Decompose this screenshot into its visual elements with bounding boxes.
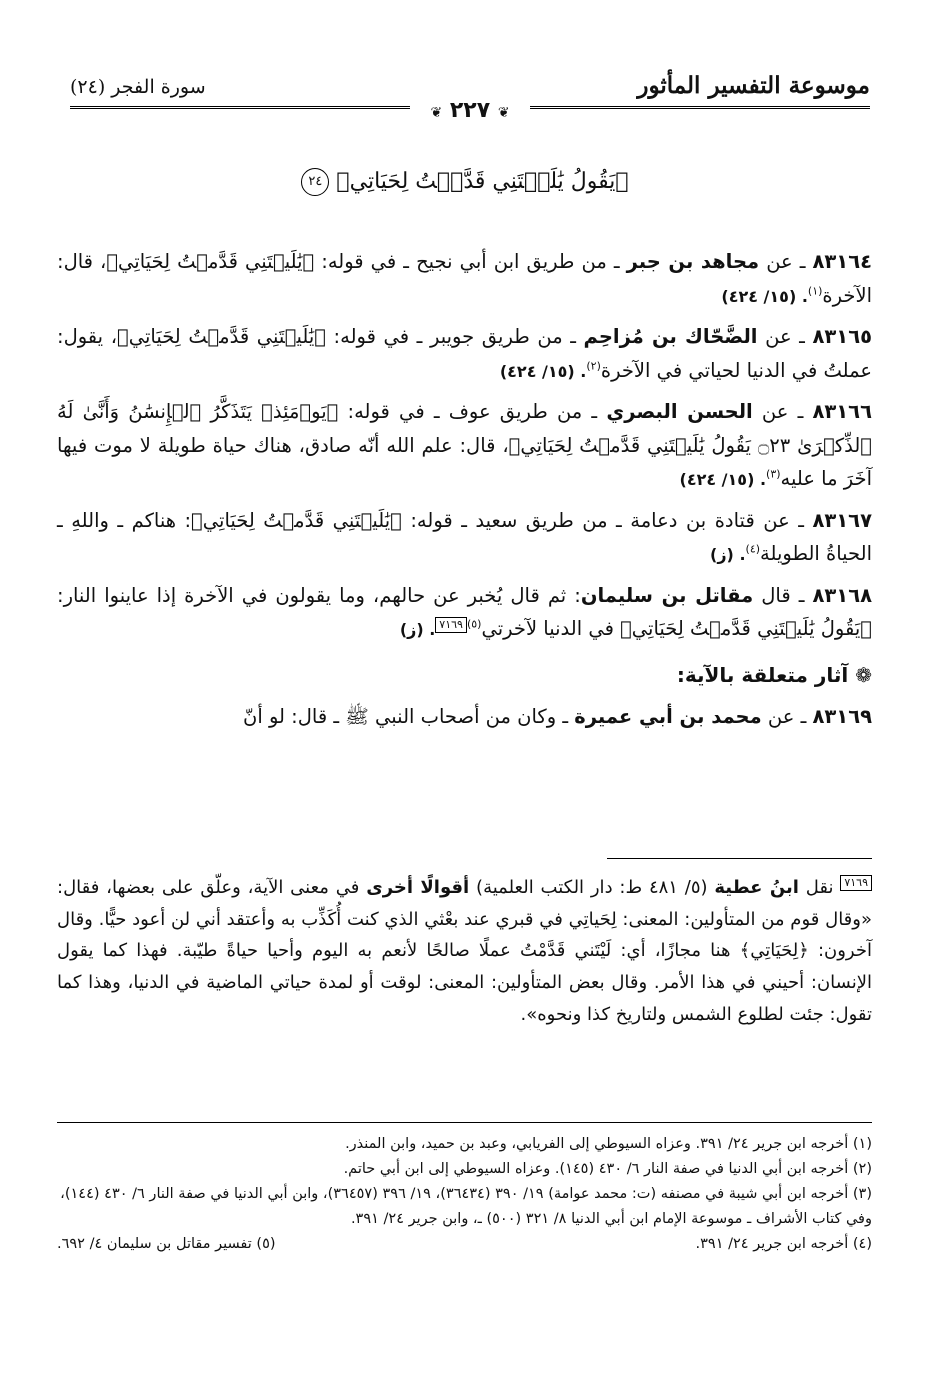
narration-text: ـ من طريق سعيد ـ قوله: ﴿يَٰلَيۡتَنِي قَدَّمۡتُ لِحَيَاتِي﴾: هناكم ـ واللهِ ـ الحياةُ الطويلة: [57, 508, 872, 566]
footnote: (٢) أخرجه ابن أبي الدنيا في صفة النار ٦/ ٤٣٠ (١٤٥). وعزاه السيوطي إلى ابن أبي حاتم.: [343, 1160, 872, 1177]
editor-note-number: ٧١٦٩: [840, 875, 872, 891]
narrator-name: قتادة بن دعامة: [630, 508, 755, 532]
narration-number: ٨٣١٦٩: [812, 705, 872, 729]
narration-number: ٨٣١٦٨: [812, 583, 872, 607]
footnote: (٥) تفسير مقاتل بن سليمان ٤/ ٦٩٢.: [57, 1235, 276, 1252]
section-heading-text: آثار متعلقة بالآية:: [676, 662, 849, 687]
note-separator: [607, 858, 872, 859]
surah-label: سورة الفجر (٢٤): [70, 76, 206, 98]
narration-text: ـ وكان من أصحاب النبي ﷺ ـ قال: لو أنّ: [243, 705, 575, 729]
book-title: موسوعة التفسير المأثور: [637, 72, 870, 99]
page-number: ٢٢٧: [449, 98, 491, 123]
flower-icon: ❁: [855, 662, 872, 687]
volume-reference: . (١٥/ ٤٢٤): [499, 361, 587, 381]
narration-text: ـ من طريق جويبر ـ في قوله: ﴿يَٰلَيۡتَنِي قَدَّمۡتُ لِحَيَاتِي﴾، يقول: عملتُ في الدنيا لحياتي في الآخرة: [57, 325, 872, 382]
narrator-name: الضَّحّاك بن مُزاحِم: [583, 325, 758, 349]
note-citation: (٥/ ٤٨١ ط: دار الكتب العلمية): [469, 877, 715, 898]
narration-entry: [57, 579, 872, 646]
volume-reference: . (ز): [399, 620, 436, 640]
footnote: (١) أخرجه ابن جرير ٢٤/ ٣٩١. وعزاه السيوطي إلى الفريابي، وعبد بن حميد، وابن المنذر.: [345, 1136, 872, 1152]
footnote: (٤) أخرجه ابن جرير ٢٤/ ٣٩١.: [695, 1235, 872, 1252]
footnote-row: [57, 1232, 872, 1257]
ornament-icon: ❦: [497, 105, 510, 121]
narration-entry: [57, 395, 872, 496]
narration-number: ٨٣١٦٤: [812, 250, 872, 273]
note-text: في معنى الآية، وعلّق على بعضها، فقال: «وقال قوم من المتأولين: المعنى: لِحَياتِي في قبري عند بعْثي الذي كنت أُكَذِّب به وأعتقد أني لن أعود حيًّا. وقال آخرون: ﴿لِحَيَاتِي﴾ هنا مجازًا، أي: لَيْتَني قَدَّمْتُ عملًا صالحًا لأنعم به اليوم وأحيا حياةً طيّبة. فهذا كما يقول الإنسان: أحيني في هذا الأمر. وقال بعض المتأولين: المعنى: لوقت أو لمدة حياتي الماضية في الدنيا، وهذا كما تقول: جئت لطلوع الشمس ولتاريخ كذا ونحوه».: [57, 877, 872, 1025]
editor-note-marker[interactable]: ٧١٦٩: [435, 617, 467, 633]
ayah-number-badge: ٢٤: [301, 168, 329, 196]
narrations: [57, 245, 872, 742]
narration-number: ٨٣١٦٥: [812, 325, 872, 349]
narrator-name: محمد بن أبي عميرة: [574, 705, 762, 729]
narrator-name: الحسن البصري: [606, 400, 753, 424]
narrator-name: مجاهد بن جبر: [626, 250, 760, 273]
narration-text: ـ من طريق عوف ـ في قوله: ﴿يَوۡمَئِذٖ يَتَذَكَّرُ ٱلۡإِنسَٰنُ وَأَنَّىٰ لَهُ ٱلذِّكۡرَىٰ ۝٢٣ يَقُولُ يَٰلَيۡتَنِي قَدَّمۡتُ لِحَيَاتِي﴾، قال: علم الله أنّه صادق، هناك حياة طويلة لا موت فيها آخَرَ ما عليه: [57, 400, 872, 491]
narration-entry: [57, 320, 872, 387]
narration-number: ٨٣١٦٧: [812, 508, 872, 532]
note-author: ابنُ عطية: [714, 877, 799, 898]
narration-number: ٨٣١٦٦: [812, 400, 872, 424]
footnote-marker[interactable]: (٣): [766, 467, 781, 481]
footnotes: [57, 1132, 872, 1257]
page-number-wrap: [430, 98, 509, 123]
volume-reference: . (ز): [710, 545, 746, 565]
note-emphasis: أقوالًا أخرى: [366, 877, 470, 898]
footnote-marker[interactable]: (٥): [466, 617, 482, 631]
running-header: [70, 68, 870, 128]
narration-entry: [57, 504, 872, 571]
narration-entry: [57, 700, 872, 734]
verse-text: ﴿يَقُولُ يَٰلَيۡتَنِي قَدَّمۡتُ لِحَيَاتِي﴾: [336, 169, 629, 194]
footnote-marker[interactable]: (١): [807, 284, 823, 298]
narration-prefix: ـ عن: [759, 250, 813, 273]
narration-prefix: ـ عن: [752, 400, 813, 424]
section-heading: [57, 658, 872, 692]
narration-entry: [57, 245, 872, 312]
footnote-marker[interactable]: (٢): [586, 359, 601, 373]
narration-text: : ثم قال يُخبر عن حالهم، وما يقولون في الآخرة إذا عاينوا النار: ﴿يَقُولُ يَٰلَيۡتَنِي قَدَّمۡتُ لِحَيَاتِي﴾ في الدنيا لآخرتي: [57, 583, 872, 641]
narration-text: ـ من طريق ابن أبي نجيح ـ في قوله: ﴿يَٰلَيۡتَنِي قَدَّمۡتُ لِحَيَاتِي﴾، قال: الآخرة: [57, 250, 872, 307]
narration-prefix: ـ قال: [753, 583, 813, 607]
narration-prefix: ـ عن: [757, 325, 813, 349]
verse-heading: [0, 168, 930, 196]
ornament-icon: ❦: [430, 105, 443, 121]
footnote: (٣) أخرجه ابن أبي شيبة في مصنفه (ت: محمد عوامة) ١٩/ ٣٩٠ (٣٦٤٣٤)، ١٩/ ٣٩٦ (٣٦٤٥٧)، وابن أبي الدنيا في صفة النار ٦/ ٤٣٠ (١٤٤)، وفي كتاب الأشراف ـ موسوعة الإمام ابن أبي الدنيا ٨/ ٣٢١ (٥٠٠) ـ، وابن جرير ٢٤/ ٣٩١.: [60, 1185, 872, 1227]
footnote-marker[interactable]: (٤): [745, 542, 761, 556]
note-lead: نقل: [798, 877, 841, 898]
editor-note: [57, 872, 872, 1030]
footnote-separator: [57, 1122, 872, 1123]
volume-reference: . (١٥/ ٤٢٤): [721, 286, 808, 306]
narration-prefix: ـ عن: [754, 508, 813, 532]
narration-prefix: ـ عن: [761, 705, 813, 729]
narrator-name: مقاتل بن سليمان: [580, 583, 754, 607]
volume-reference: . (١٥/ ٤٢٤): [679, 470, 767, 490]
